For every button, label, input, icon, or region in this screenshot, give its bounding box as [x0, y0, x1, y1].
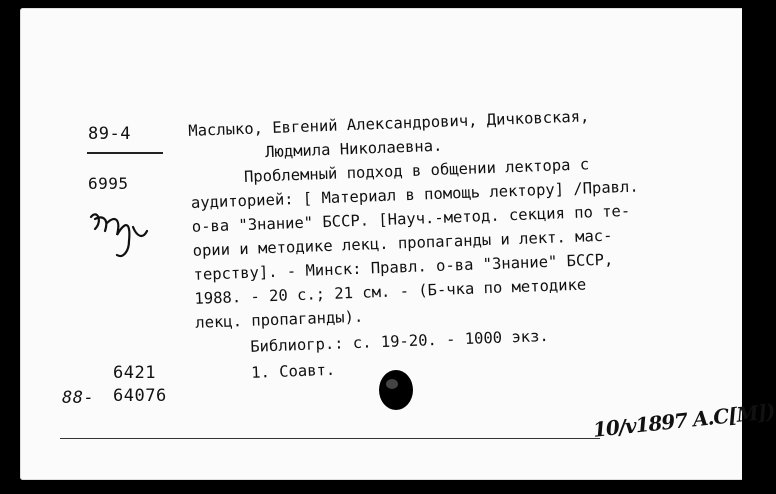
notes-line: Библиогр.: с. 19-20. - 1000 экз.	[249, 326, 550, 356]
tracing-line: 1. Соавт.	[250, 360, 336, 382]
publication-line: терству]. - Минск: Правл. о-ва "Знание" БССР,	[193, 250, 614, 284]
coauthor-line: Людмила Николаевна.	[264, 136, 443, 162]
author-mark-number: 6995	[88, 174, 129, 193]
title-line-4: ории и методике лекц. пропаганды и лект. мас-	[192, 226, 613, 260]
title-line-3: о-ва "Знание" БССР. [Науч.-метод. секция по те-	[191, 201, 631, 236]
handwritten-mark	[85, 205, 155, 265]
inventory-number-1: 6421	[113, 363, 156, 383]
bottom-rule	[60, 438, 600, 439]
title-line-1: Проблемный подход в общении лектора с	[243, 155, 590, 186]
author-line: Маслыко, Евгений Александрович, Дичковская,	[188, 107, 590, 140]
physical-description-line: 1988. - 20 с.; 21 см. - (Б-чка по методике	[194, 275, 587, 308]
title-line-2: аудиторией: [ Материал в помощь лектору] /Правл.	[190, 177, 639, 212]
series-line: лекц. пропаганды).	[195, 307, 364, 332]
ink-blot	[366, 360, 426, 420]
classification-code: 89-4	[88, 124, 131, 144]
classification-rule	[87, 152, 163, 154]
inventory-prefix: 88-	[62, 388, 95, 408]
inventory-number-2: 64076	[113, 386, 167, 406]
handwritten-shelf-code: 10/v1897 A.C[M])	[591, 398, 776, 442]
